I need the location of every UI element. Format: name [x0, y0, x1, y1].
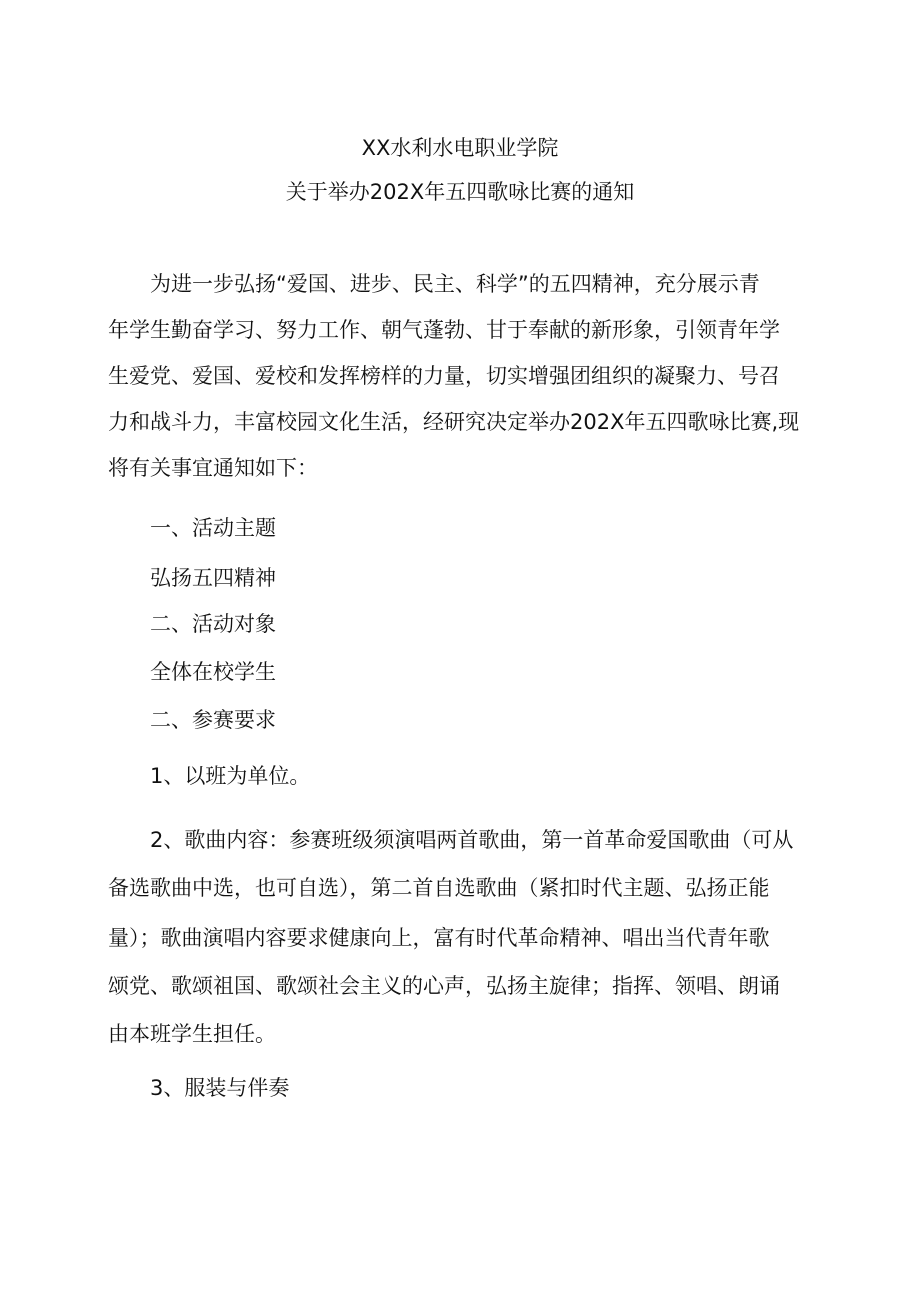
requirement-item-1: 1、以班为单位。 [150, 764, 311, 788]
intro-line-1: 为进一步弘扬“爱国、进步、民主、科学”的五四精神，充分展示青 [150, 272, 760, 296]
requirement-item-2-line-1: 2、歌曲内容：参赛班级须演唱两首歌曲，第一首革命爱国歌曲（可从 [150, 828, 794, 852]
section-content-audience: 全体在校学生 [150, 660, 276, 684]
intro-line-4: 力和战斗力，丰富校园文化生活，经研究决定举办202X年五四歌咏比赛,现 [108, 410, 800, 434]
requirement-item-3: 3、服装与伴奏 [150, 1076, 290, 1100]
notice-title: 关于举办202X年五四歌咏比赛的通知 [285, 180, 635, 204]
school-name-title: XX水利水电职业学院 [361, 136, 559, 160]
requirement-item-2-line-3: 量）；歌曲演唱内容要求健康向上，富有时代革命精神、唱出当代青年歌 [108, 926, 770, 950]
section-heading-theme: 一、活动主题 [150, 516, 276, 540]
section-heading-audience: 二、活动对象 [150, 612, 276, 636]
section-heading-requirements: 二、参赛要求 [150, 708, 276, 732]
requirement-item-2-line-4: 颂党、歌颂祖国、歌颂社会主义的心声，弘扬主旋律；指挥、领唱、朗诵 [108, 974, 780, 998]
requirement-item-2-line-2: 备选歌曲中选，也可自选），第二首自选歌曲（紧扣时代主题、弘扬正能 [108, 876, 770, 900]
requirement-item-2-line-5: 由本班学生担任。 [108, 1022, 276, 1046]
intro-line-2: 年学生勤奋学习、努力工作、朝气蓬勃、甘于奉献的新形象，引领青年学 [108, 318, 780, 342]
intro-line-3: 生爱党、爱国、爱校和发挥榜样的力量，切实增强团组织的凝聚力、号召 [108, 364, 780, 388]
intro-line-5: 将有关事宜通知如下： [108, 456, 318, 480]
section-content-theme: 弘扬五四精神 [150, 566, 276, 590]
